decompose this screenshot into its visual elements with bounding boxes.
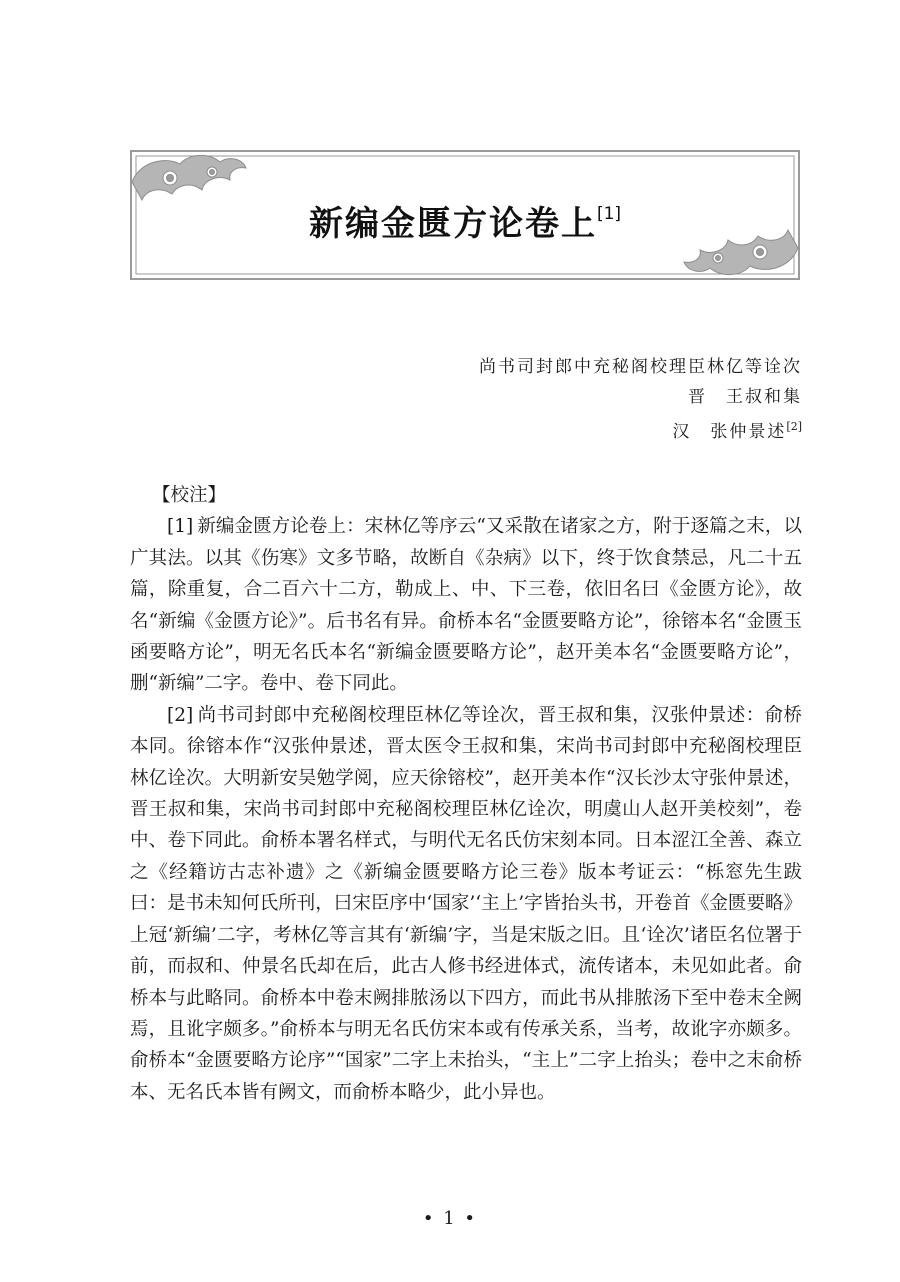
byline-row	[479, 382, 802, 412]
author-bylines	[479, 352, 802, 447]
chapter-title-text: 新编金匮方论卷上	[308, 204, 597, 244]
title-frame	[130, 150, 800, 280]
title-note-ref: [1]	[596, 204, 622, 224]
collation-notes	[130, 480, 802, 1108]
byline-row	[479, 412, 802, 447]
chapter-title	[130, 196, 800, 245]
note-number: [2]	[167, 704, 194, 726]
note-number: [1]	[167, 516, 194, 538]
byline-note-ref: [2]	[786, 420, 802, 433]
byline-text: 晋 王叔和集	[688, 387, 802, 407]
note-text: 尚书司封郎中充秘阁校理臣林亿等诠次，晋王叔和集，汉张仲景述：俞桥本同。徐镕本作“汉张仲景述，晋太医令王叔和集，宋尚书司封郎中充秘阁校理臣林亿诠次。大明新安吴勉学阅，应天徐镕校”，赵开美本作“汉长沙太守张仲景述，晋王叔和集，宋尚书司封郎中充秘阁校理臣林亿诠次，明虞山人赵开美校刻”，卷中、卷下同此。俞桥本署名样式，与明代无名氏仿宋刻本同。日本涩江全善、森立之《经籍访古志补遗》之《新编金匮要略方论三卷》版本考证云：“栎窓先生跋曰：是书未知何氏所刊，曰宋臣序中‘国家’‘主上’字皆抬头书，开卷首《金匮要略》上冠‘新编’二字，考林亿等言其有‘新编’字，当是宋版之旧。且‘诠次’诸臣名位署于前，而叔和、仲景名氏却在后，此古人修书经进体式，流传诸本，未见如此者。俞桥本与此略同。俞桥本中卷末阙排脓汤以下四方，而此书从排脓汤下至中卷末全阙焉，且讹字颇多。”俞桥本与明无名氏仿宋本或有传承关系，当考，故讹字亦颇多。俞桥本“金匮要略方论序”“国家”二字上未抬头，“主上”二字上抬头；卷中之末俞桥本、无名氏本皆有阙文，而俞桥本略少，此小异也。	[130, 704, 802, 1103]
note-paragraph	[130, 700, 802, 1108]
byline-row	[479, 352, 802, 382]
notes-heading: 【校注】	[152, 485, 227, 506]
page-number: • 1 •	[422, 1208, 478, 1229]
cloud-ornament-top-left-icon	[132, 155, 246, 200]
note-text: 新编金匮方论卷上：宋林亿等序云“又采散在诸家之方，附于逐篇之末，以广其法。以其《伤寒》文多节略，故断自《杂病》以下，终于饮食禁忌，凡二十五篇，除重复，合二百六十二方，勒成上、中、下三卷，依旧名曰《金匮方论》，故名“新编《金匮方论》”。后书名有异。俞桥本名“金匮要略方论”，徐镕本名“金匮玉函要略方论”，明无名氏本名“新编金匮要略方论”，赵开美本名“金匮要略方论”，删“新编”二字。卷中、卷下同此。	[130, 516, 802, 695]
byline-text: 尚书司封郎中充秘阁校理臣林亿等诠次	[479, 357, 802, 377]
byline-text: 汉 张仲景述	[672, 422, 787, 442]
note-paragraph	[130, 511, 802, 699]
